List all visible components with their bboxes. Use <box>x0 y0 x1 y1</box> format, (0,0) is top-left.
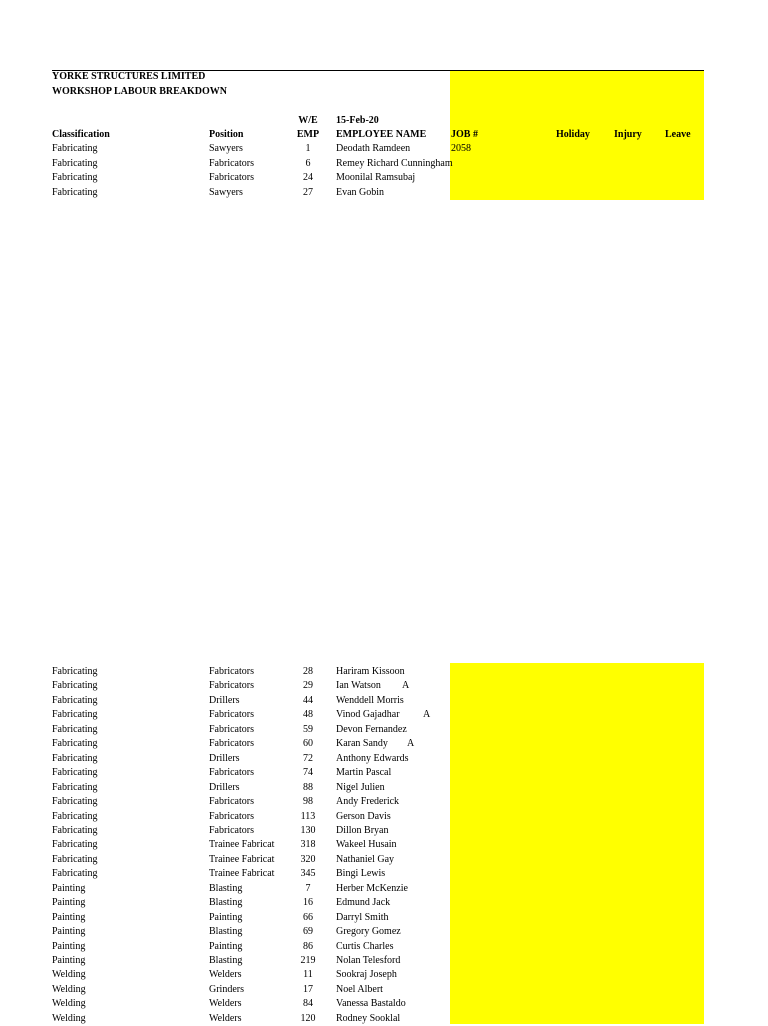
emp-number-cell: 66 <box>303 911 313 923</box>
attendance-flag: A <box>423 709 431 721</box>
col-header-employee-name: EMPLOYEE NAME <box>336 129 427 140</box>
table-row <box>0 940 768 954</box>
classification-cell: Welding <box>52 969 86 981</box>
employee-name-cell: Gerson Davis <box>336 810 391 822</box>
employee-name-cell: Darryl Smith <box>336 911 389 923</box>
table-row <box>0 766 768 780</box>
col-header-injury: Injury <box>614 129 642 140</box>
classification-cell: Fabricating <box>52 143 98 154</box>
table-row <box>0 882 768 896</box>
employee-name-cell: Nathaniel Gay <box>336 853 395 865</box>
position-cell: Drillers <box>209 781 240 793</box>
employee-name-cell: Martin Pascal <box>336 767 392 779</box>
table-row <box>0 157 768 171</box>
employee-name-cell: Nigel Julien <box>336 781 385 793</box>
position-cell: Welders <box>209 1012 242 1024</box>
emp-number-cell: 219 <box>300 955 316 966</box>
emp-number-cell: 86 <box>303 940 313 952</box>
classification-cell: Painting <box>52 926 86 938</box>
emp-number-cell: 29 <box>303 680 313 692</box>
position-cell: Blasting <box>209 882 243 894</box>
classification-cell: Painting <box>52 940 86 952</box>
emp-number-cell: 84 <box>303 998 313 1010</box>
employee-name-cell: Curtis Charles <box>336 940 394 952</box>
table-row <box>0 737 768 751</box>
employee-name-cell: Evan Gobin <box>336 186 385 198</box>
classification-cell: Fabricating <box>52 868 98 880</box>
position-cell: Fabricators <box>209 738 254 750</box>
emp-number-cell: 11 <box>303 969 313 981</box>
emp-number-cell: 7 <box>305 882 311 894</box>
employee-name-cell: Gregory Gomez <box>336 926 401 938</box>
emp-number-cell: 120 <box>300 1012 316 1024</box>
position-cell: Welders <box>209 998 242 1010</box>
employee-name-cell: Vinod Gajadhar <box>336 709 400 721</box>
table-row <box>0 983 768 997</box>
employee-name-cell: Herber McKenzie <box>336 882 408 894</box>
emp-number-cell: 318 <box>300 839 316 851</box>
job-number-cell: 2058 <box>451 143 471 154</box>
employee-name-cell: Wakeel Husain <box>336 839 397 851</box>
position-cell: Blasting <box>209 897 243 909</box>
classification-cell: Painting <box>52 911 86 923</box>
classification-cell: Fabricating <box>52 723 98 735</box>
company-name: YORKE STRUCTURES LIMITED <box>52 71 206 82</box>
employee-name-cell: Nolan Telesford <box>336 955 401 966</box>
classification-cell: Fabricating <box>52 157 98 169</box>
emp-number-cell: 72 <box>303 752 313 764</box>
emp-number-cell: 27 <box>303 186 313 198</box>
classification-cell: Fabricating <box>52 781 98 793</box>
position-cell: Trainee Fabricat <box>209 839 275 851</box>
employee-name-cell: Vanessa Bastaldo <box>336 998 406 1010</box>
attendance-flag: A <box>402 680 410 692</box>
emp-number-cell: 74 <box>303 767 313 779</box>
classification-cell: Fabricating <box>52 666 98 677</box>
table-row <box>0 968 768 982</box>
employee-name-cell: Remey Richard Cunningham <box>336 157 453 169</box>
classification-cell: Fabricating <box>52 796 98 808</box>
attendance-flag: A <box>407 738 415 750</box>
employee-name-cell: Noel Albert <box>336 983 383 995</box>
position-cell: Trainee Fabricat <box>209 868 275 880</box>
emp-number-cell: 16 <box>303 897 313 909</box>
employee-name-cell: Dillon Bryan <box>336 824 389 836</box>
position-cell: Fabricators <box>209 824 254 836</box>
emp-number-cell: 24 <box>303 172 313 183</box>
col-header-holiday: Holiday <box>556 129 590 140</box>
table-row <box>0 723 768 737</box>
table-row <box>0 810 768 824</box>
position-cell: Fabricators <box>209 796 254 808</box>
table-row <box>0 142 768 156</box>
classification-cell: Welding <box>52 1012 86 1024</box>
position-cell: Blasting <box>209 955 243 966</box>
col-header-job: JOB # <box>451 129 478 140</box>
employee-name-cell: Ian Watson <box>336 680 381 692</box>
position-cell: Fabricators <box>209 767 254 779</box>
emp-number-cell: 44 <box>303 694 313 706</box>
classification-cell: Fabricating <box>52 752 98 764</box>
we-label: W/E <box>298 115 318 126</box>
position-cell: Trainee Fabricat <box>209 853 275 865</box>
employee-name-cell: Moonilal Ramsubaj <box>336 172 416 183</box>
employee-name-cell: Wenddell Morris <box>336 694 404 706</box>
position-cell: Sawyers <box>209 143 243 154</box>
position-cell: Welders <box>209 969 242 981</box>
table-row <box>0 781 768 795</box>
position-cell: Fabricators <box>209 810 254 822</box>
col-header-position: Position <box>209 129 244 140</box>
classification-cell: Welding <box>52 998 86 1010</box>
classification-cell: Fabricating <box>52 810 98 822</box>
report-title: WORKSHOP LABOUR BREAKDOWN <box>52 86 228 97</box>
table-row <box>0 708 768 722</box>
position-cell: Fabricators <box>209 680 254 692</box>
classification-cell: Painting <box>52 955 86 966</box>
table-row <box>0 171 768 185</box>
position-cell: Drillers <box>209 752 240 764</box>
table-row <box>0 896 768 910</box>
position-cell: Fabricators <box>209 723 254 735</box>
emp-number-cell: 130 <box>300 824 316 836</box>
classification-cell: Painting <box>52 882 86 894</box>
table-row <box>0 853 768 867</box>
col-header-leave: Leave <box>665 129 691 140</box>
emp-number-cell: 345 <box>300 868 316 880</box>
employee-name-cell: Sookraj Joseph <box>336 969 397 981</box>
position-cell: Fabricators <box>209 666 254 677</box>
employee-name-cell: Deodath Ramdeen <box>336 143 411 154</box>
emp-number-cell: 113 <box>300 810 316 822</box>
employee-name-cell: Devon Fernandez <box>336 723 407 735</box>
emp-number-cell: 98 <box>303 796 313 808</box>
classification-cell: Fabricating <box>52 767 98 779</box>
classification-cell: Fabricating <box>52 694 98 706</box>
position-cell: Drillers <box>209 694 240 706</box>
table-row <box>0 824 768 838</box>
table-row <box>0 679 768 693</box>
classification-cell: Fabricating <box>52 172 98 183</box>
employee-name-cell: Hariram Kissoon <box>336 666 405 677</box>
we-date: 15-Feb-20 <box>336 115 379 126</box>
employee-name-cell: Edmund Jack <box>336 897 391 909</box>
col-header-emp: EMP <box>296 129 320 140</box>
emp-number-cell: 6 <box>305 157 311 169</box>
emp-number-cell: 69 <box>303 926 313 938</box>
col-header-classification: Classification <box>52 129 110 140</box>
position-cell: Fabricators <box>209 157 254 169</box>
position-cell: Sawyers <box>209 186 243 198</box>
table-row <box>0 954 768 968</box>
table-row <box>0 795 768 809</box>
classification-cell: Fabricating <box>52 839 98 851</box>
table-row <box>0 997 768 1011</box>
position-cell: Grinders <box>209 983 244 995</box>
classification-cell: Fabricating <box>52 853 98 865</box>
emp-number-cell: 320 <box>300 853 316 865</box>
classification-cell: Fabricating <box>52 680 98 692</box>
emp-number-cell: 88 <box>303 781 313 793</box>
employee-name-cell: Rodney Sooklal <box>336 1012 401 1024</box>
emp-number-cell: 17 <box>303 983 313 995</box>
position-cell: Blasting <box>209 926 243 938</box>
classification-cell: Fabricating <box>52 824 98 836</box>
position-cell: Fabricators <box>209 709 254 721</box>
table-row <box>0 752 768 766</box>
employee-name-cell: Andy Frederick <box>336 796 400 808</box>
employee-name-cell: Karan Sandy <box>336 738 388 750</box>
table-row <box>0 186 768 200</box>
employee-name-cell: Anthony Edwards <box>336 752 409 764</box>
emp-number-cell: 28 <box>303 666 313 677</box>
classification-cell: Painting <box>52 897 86 909</box>
table-row <box>0 838 768 852</box>
position-cell: Painting <box>209 940 243 952</box>
table-row <box>0 925 768 939</box>
position-cell: Fabricators <box>209 172 254 183</box>
table-row <box>0 867 768 881</box>
table-row <box>0 911 768 925</box>
emp-number-cell: 60 <box>303 738 313 750</box>
position-cell: Painting <box>209 911 243 923</box>
table-row <box>0 665 768 679</box>
emp-number-cell: 59 <box>303 723 313 735</box>
classification-cell: Fabricating <box>52 709 98 721</box>
table-row <box>0 694 768 708</box>
emp-number-cell: 48 <box>303 709 313 721</box>
employee-name-cell: Bingi Lewis <box>336 868 386 880</box>
classification-cell: Fabricating <box>52 738 98 750</box>
emp-number-cell: 1 <box>305 143 311 154</box>
classification-cell: Welding <box>52 983 86 995</box>
classification-cell: Fabricating <box>52 186 98 198</box>
